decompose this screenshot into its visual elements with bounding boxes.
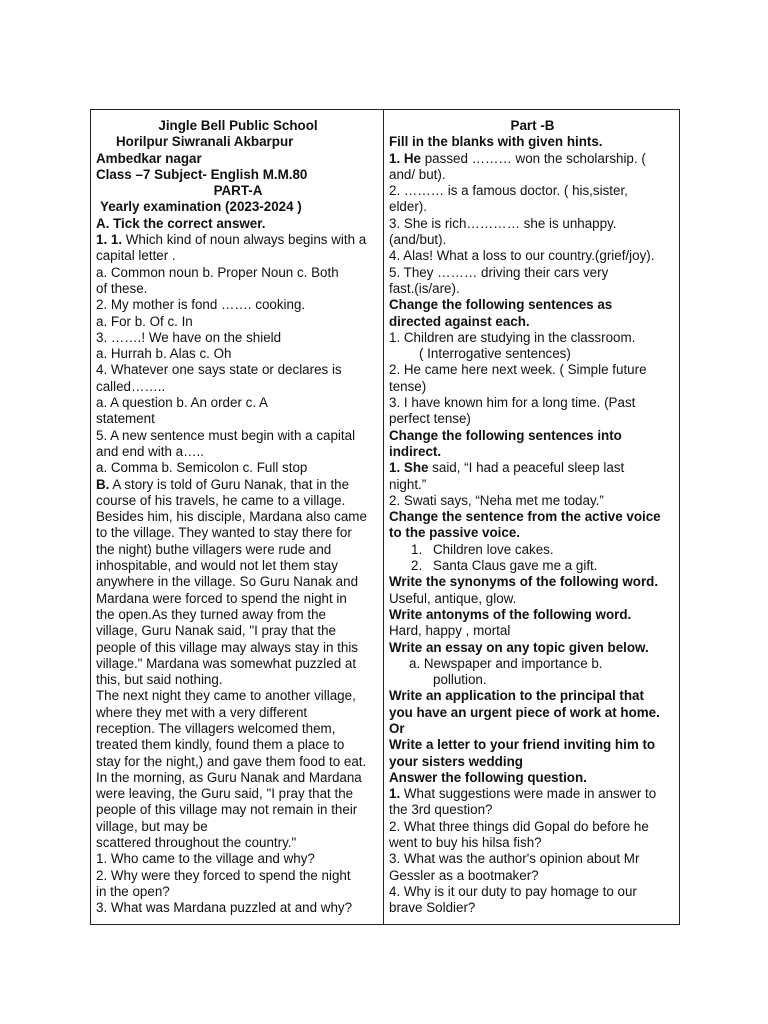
fill-blank-1-text: passed ……… won the scholarship. ( (421, 150, 646, 166)
question-1-text-cont: capital letter . (96, 248, 176, 264)
school-address-line1: Horilpur Siwranali Akbarpur (116, 134, 294, 150)
change-item-1-hint: ( Interrogative sentences) (419, 346, 571, 362)
question-5-cont: and end with a….. (96, 443, 204, 459)
indirect-item-1-text: said, “I had a peaceful sleep last (428, 460, 625, 476)
fill-blank-5-cont: fast.(is/are). (389, 280, 460, 296)
fill-blank-3-cont: (and/but). (389, 232, 447, 248)
antonyms-words: Hard, happy , mortal (389, 623, 511, 639)
question-4-options-cont: statement (96, 411, 155, 427)
passage-line: Mardana were forced to spend the night in (96, 590, 347, 606)
passage-line: stay for the night,) and gave them food to eat. (96, 753, 367, 769)
passage-line: reception. The villagers welcomed them, (96, 720, 336, 736)
passage-line: In the morning, as Guru Nanak and Mardana (96, 769, 362, 785)
passage-line: where they met with a very different (96, 704, 308, 720)
indirect-item-1-lead: 1. She (389, 460, 429, 476)
passage-line: people of this village may not remain in their (96, 802, 358, 818)
part-a-column (91, 110, 384, 924)
voice-item-2-text: Santa Claus gave me a gift. (433, 558, 598, 574)
passage-line: scattered throughout the country." (96, 835, 297, 851)
answer-question-3: 3. What was the author's opinion about Mr (389, 851, 640, 867)
fill-blank-3: 3. She is rich………… she is unhappy. (389, 215, 617, 231)
letter-task: Write a letter to your friend inviting him to (389, 737, 656, 753)
voice-heading-cont: to the passive voice. (389, 525, 520, 541)
question-4-cont: called…….. (96, 378, 166, 394)
fill-blanks-heading: Fill in the blanks with given hints. (389, 134, 603, 150)
question-2: 2. My mother is fond ……. cooking. (96, 297, 306, 313)
answer-question-4: 4. Why is it our duty to pay homage to our (389, 883, 637, 899)
part-b-heading: Part -B (510, 118, 555, 133)
question-1-options: a. Common noun b. Proper Noun c. Both (96, 264, 339, 280)
question-1-text: Which kind of noun always begins with a (122, 232, 367, 248)
indirect-speech-heading: Change the following sentences into (389, 427, 622, 443)
voice-heading: Change the sentence from the active voice (389, 509, 661, 525)
part-a-heading: PART-A (213, 183, 263, 199)
passage-question-cont: in the open? (96, 883, 170, 899)
answer-question-2-cont: went to buy his hilsa fish? (389, 835, 542, 851)
voice-item-1-number: 1. (411, 541, 423, 557)
school-address-line2: Ambedkar nagar (96, 150, 202, 166)
section-a-heading: A. Tick the correct answer. (96, 215, 266, 231)
application-task-cont: you have an urgent piece of work at home. (389, 704, 660, 720)
change-item-2: 2. He came here next week. ( Simple future (389, 362, 647, 378)
answer-question-1 (389, 786, 676, 802)
fill-blank-1-cont: and/ but). (389, 166, 446, 182)
change-sentences-heading-cont: directed against each. (389, 313, 530, 329)
voice-item-1-text: Children love cakes. (433, 541, 554, 557)
passage-line: course of his travels, he came to a village. (96, 492, 346, 508)
fill-blank-1 (389, 151, 676, 167)
passage-line: village, Guru Nanak said, "I pray that the (96, 623, 336, 639)
passage-line: the open.As they turned away from the (96, 606, 327, 622)
answer-question-3-cont: Gessler as a bootmaker? (389, 867, 539, 883)
change-item-2-cont: tense) (389, 378, 427, 394)
question-4-options: a. A question b. An order c. A (96, 395, 268, 411)
application-task: Write an application to the principal that (389, 688, 644, 704)
exam-title: Yearly examination (2023-2024 ) (100, 199, 302, 215)
answer-question-1-lead: 1. (389, 786, 401, 802)
passage-line (96, 477, 380, 493)
question-3-options: a. Hurrah b. Alas c. Oh (96, 346, 232, 362)
passage-line: people of this village may always stay in this (96, 639, 358, 655)
indirect-speech-heading-cont: indirect. (389, 443, 442, 459)
answer-question-4-cont: brave Soldier? (389, 900, 476, 916)
passage-line: treated them kindly, found them a place to (96, 737, 345, 753)
question-1-number: 1. 1. (96, 232, 123, 248)
fill-blank-2-cont: elder). (389, 199, 427, 215)
essay-topics-cont: pollution. (433, 672, 487, 688)
question-5-options: a. Comma b. Semicolon c. Full stop (96, 460, 308, 476)
question-3: 3. …….! We have on the shield (96, 329, 282, 345)
voice-item-1 (389, 542, 676, 558)
essay-topics: a. Newspaper and importance b. (409, 655, 603, 671)
voice-item-2-number: 2. (411, 558, 423, 574)
passage-line: to the village. They wanted to stay there for (96, 525, 352, 541)
change-item-1: 1. Children are studying in the classroom. (389, 329, 636, 345)
passage-question: 3. What was Mardana puzzled at and why? (96, 900, 353, 916)
passage-line: Besides him, his disciple, Mardana also came (96, 509, 367, 525)
question-1-options-cont: of these. (96, 280, 148, 296)
passage-question: 2. Why were they forced to spend the night (96, 867, 351, 883)
passage-line: village." Mardana was somewhat puzzled at (96, 655, 357, 671)
answer-question-1-text: What suggestions were made in answer to (400, 786, 657, 802)
or-divider: Or (389, 720, 405, 736)
fill-blank-4: 4. Alas! What a loss to our country.(grief/joy). (389, 248, 655, 264)
indirect-item-2: 2. Swati says, “Neha met me today.” (389, 492, 604, 508)
change-sentences-heading: Change the following sentences as (389, 297, 613, 313)
passage-line: were leaving, the Guru said, "I pray that the (96, 786, 354, 802)
question-5: 5. A new sentence must begin with a capital (96, 427, 356, 443)
answer-questions-heading: Answer the following question. (389, 769, 587, 785)
antonyms-heading: Write antonyms of the following word. (389, 606, 632, 622)
letter-task-cont: your sisters wedding (389, 753, 523, 769)
fill-blank-5: 5. They ……… driving their cars very (389, 264, 609, 280)
passage-line: village, but may be (96, 818, 208, 834)
passage-line: this, but said nothing. (96, 672, 223, 688)
passage-text: A story is told of Guru Nanak, that in the (109, 476, 350, 492)
change-item-3: 3. I have known him for a long time. (Past (389, 395, 636, 411)
change-item-3-cont: perfect tense) (389, 411, 471, 427)
exam-sheet-table (90, 109, 680, 925)
fill-blank-2: 2. ……… is a famous doctor. ( his,sister, (389, 183, 628, 199)
voice-item-2 (389, 558, 676, 574)
question-2-options: a. For b. Of c. In (96, 313, 193, 329)
indirect-item-1-cont: night.” (389, 476, 427, 492)
indirect-item-1 (389, 460, 676, 476)
essay-heading: Write an essay on any topic given below. (389, 639, 649, 655)
section-b-label: B. (96, 476, 110, 492)
answer-question-1-cont: the 3rd question? (389, 802, 493, 818)
part-b-column (384, 110, 679, 924)
passage-line: inhospitable, and would not let them stay (96, 558, 338, 574)
synonyms-words: Useful, antique, glow. (389, 590, 517, 606)
passage-line: the night) buthe villagers were rude and (96, 541, 332, 557)
answer-question-2: 2. What three things did Gopal do before he (389, 818, 649, 834)
school-name: Jingle Bell Public School (158, 118, 318, 133)
passage-line: The next night they came to another village, (96, 688, 356, 704)
passage-line: anywhere in the village. So Guru Nanak and (96, 574, 359, 590)
passage-question: 1. Who came to the village and why? (96, 851, 315, 867)
fill-blank-1-lead: 1. He (389, 150, 422, 166)
class-subject-marks: Class –7 Subject- English M.M.80 (96, 166, 308, 182)
question-4: 4. Whatever one says state or declares is (96, 362, 342, 378)
question-1 (96, 232, 380, 248)
synonyms-heading: Write the synonyms of the following word. (389, 574, 659, 590)
